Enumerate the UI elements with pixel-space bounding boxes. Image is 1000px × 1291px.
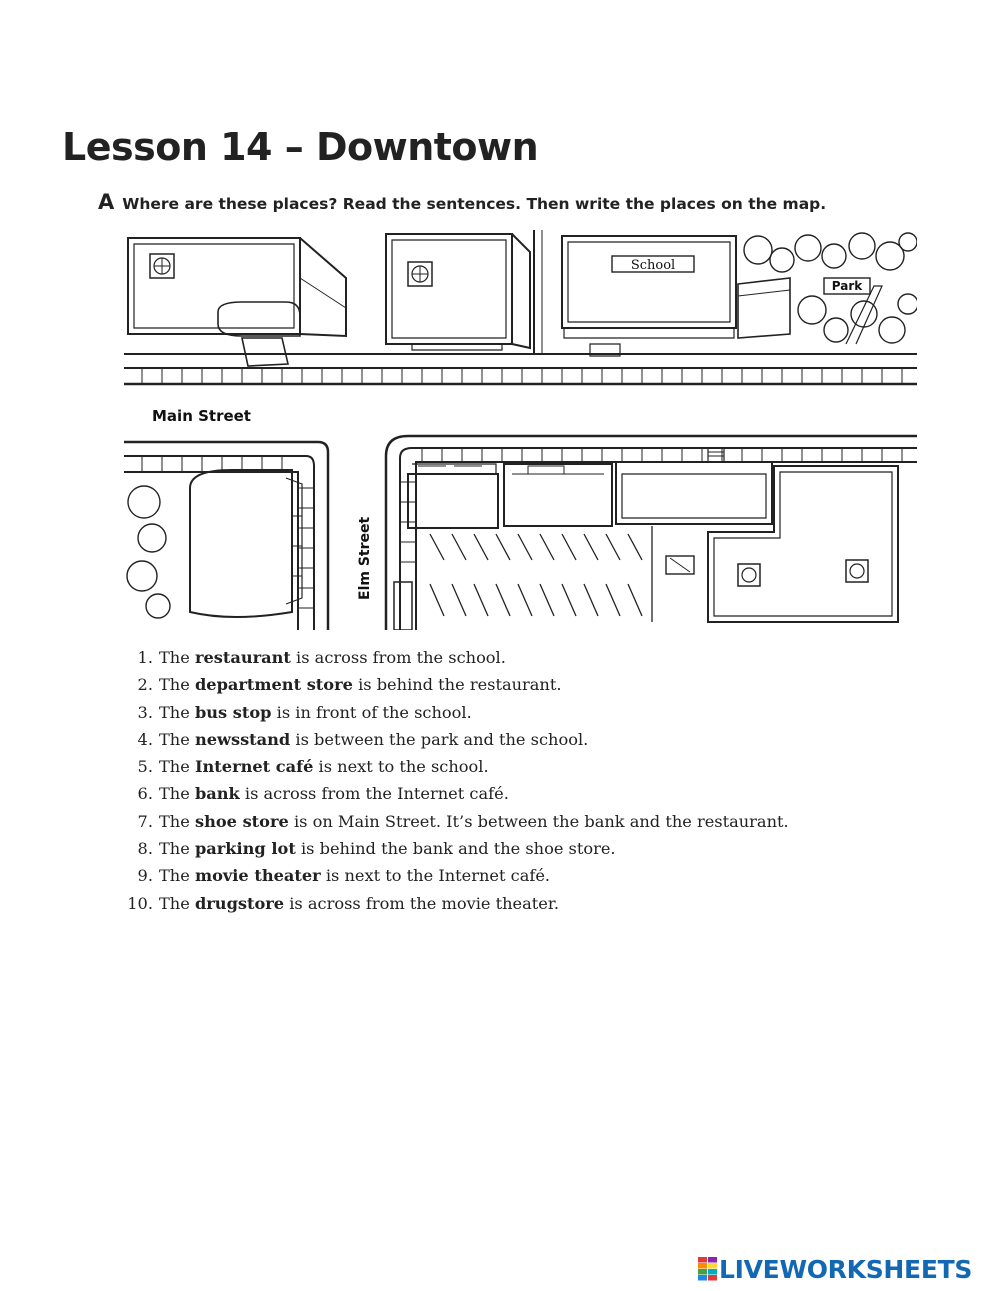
sentence-number: 10. bbox=[127, 893, 153, 913]
sentence-text: The bbox=[159, 675, 195, 695]
page-title: Lesson 14 – Downtown bbox=[62, 125, 539, 169]
sentence-keyword: shoe store bbox=[194, 811, 289, 831]
map-label-elm-street: Elm Street bbox=[357, 516, 373, 600]
sentence-item bbox=[120, 726, 789, 753]
sentence-text: is across from the Internet café. bbox=[239, 784, 509, 804]
sentence-text: The bbox=[159, 839, 195, 859]
sentence-text: is behind the bank and the shoe store. bbox=[295, 839, 616, 859]
sentence-number: 5. bbox=[137, 757, 153, 777]
brand-name: LIVEWORKSHEETS bbox=[719, 1254, 973, 1284]
map-label-school: School bbox=[630, 258, 676, 273]
sentence-text: is across from the movie theater. bbox=[284, 893, 559, 913]
sentence-number: 7. bbox=[137, 811, 153, 831]
sentence-item bbox=[120, 780, 789, 807]
sentence-item bbox=[120, 644, 789, 671]
sentence-item bbox=[120, 671, 789, 698]
sentence-text: The bbox=[159, 866, 195, 886]
sentence-text: The bbox=[159, 811, 195, 831]
sentence-item bbox=[120, 699, 789, 726]
sentence-number: 9. bbox=[137, 866, 153, 886]
sentence-keyword: movie theater bbox=[194, 866, 321, 886]
sentence-number: 4. bbox=[137, 729, 153, 749]
sentence-keyword: bank bbox=[194, 784, 240, 804]
sentence-text: is between the park and the school. bbox=[290, 729, 589, 749]
sentence-text: The bbox=[159, 784, 195, 804]
sentence-text: The bbox=[159, 702, 195, 722]
sentence-keyword: parking lot bbox=[194, 839, 296, 859]
sentence-number: 6. bbox=[137, 784, 153, 804]
sentence-item bbox=[120, 753, 789, 780]
sentence-number: 2. bbox=[137, 675, 153, 695]
sentence-text: The bbox=[159, 757, 195, 777]
sentence-item bbox=[120, 835, 789, 862]
instruction bbox=[98, 190, 826, 214]
map-label-park: Park bbox=[831, 279, 863, 293]
sentence-item bbox=[120, 862, 789, 889]
sentence-text: The bbox=[159, 893, 195, 913]
footer-brand bbox=[697, 1254, 972, 1284]
section-letter: A bbox=[98, 190, 115, 214]
sentence-keyword: department store bbox=[194, 675, 353, 695]
liveworksheets-logo-icon bbox=[697, 1256, 719, 1282]
sentence-number: 8. bbox=[137, 839, 153, 859]
sentence-keyword: restaurant bbox=[194, 648, 291, 667]
sentence-keyword: newsstand bbox=[194, 729, 291, 749]
sentence-list bbox=[120, 644, 789, 917]
sentence-text: is on Main Street. It’s between the bank and the restaurant. bbox=[288, 811, 789, 831]
map-label-main-street: Main Street bbox=[152, 407, 251, 425]
sentence-item bbox=[120, 808, 789, 835]
sentence-number: 3. bbox=[137, 702, 153, 722]
sentence-text: is in front of the school. bbox=[271, 702, 472, 722]
sentence-text: is behind the restaurant. bbox=[352, 675, 562, 695]
sentence-text: is next to the school. bbox=[313, 757, 489, 777]
sentence-keyword: drugstore bbox=[194, 893, 285, 913]
sentence-item bbox=[120, 890, 789, 917]
sentence-keyword: Internet café bbox=[194, 757, 314, 777]
instruction-text: Where are these places? Read the sentences. Then write the places on the map. bbox=[122, 195, 827, 213]
sentence-text: The bbox=[159, 648, 195, 667]
sentence-keyword: bus stop bbox=[194, 702, 272, 722]
sentence-text: The bbox=[159, 729, 195, 749]
downtown-map bbox=[122, 226, 917, 630]
sentence-text: is next to the Internet café. bbox=[320, 866, 551, 886]
sentence-text: is across from the school. bbox=[290, 648, 506, 667]
sentence-number: 1. bbox=[137, 648, 153, 667]
